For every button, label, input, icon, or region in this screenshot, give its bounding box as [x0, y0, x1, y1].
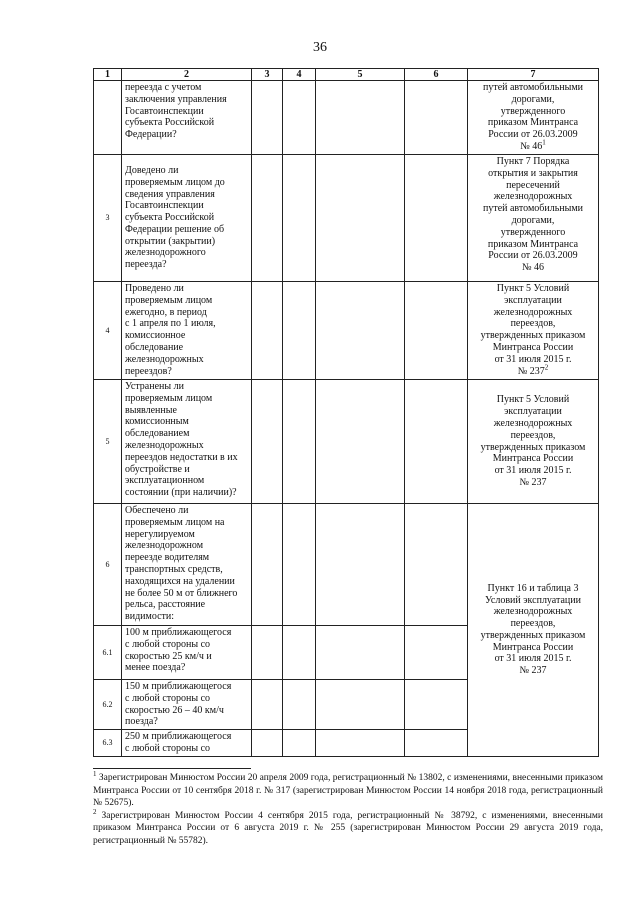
question-cell: Проведено ли проверяемым лицом ежегодно, в период с 1 апреля по 1 июля, комиссионное обследование железнодорожных переездов?	[122, 282, 252, 380]
table-row	[94, 504, 599, 626]
empty-cell	[316, 81, 405, 155]
question-cell: Устранены ли проверяемым лицом выявленные комиссионным обследованием железнодорожных переездов недостатки в их обустройстве и эксплуатационном состоянии (при наличии)?	[122, 380, 252, 504]
row-number: 5	[94, 380, 122, 504]
question-cell: 100 м приближающегося с любой стороны со скоростью 25 км/ч и менее поезда?	[122, 626, 252, 680]
empty-cell	[316, 626, 405, 680]
question-cell: переезда с учетом заключения управления Госавтоинспекции субъекта Российской Федерации?	[122, 81, 252, 155]
empty-cell	[405, 680, 468, 730]
row-number	[94, 81, 122, 155]
footnote-text: Зарегистрирован Минюстом России 20 апреля 2009 года, регистрационный № 13802, с изменениями, внесенными приказом Минтранса России от 10 сентября 2018 г. № 317 (зарегистрирован Минюстом России 14 ноября 2018 года, регистрационный № 52675).	[93, 773, 603, 809]
empty-cell	[283, 680, 316, 730]
empty-cell	[283, 380, 316, 504]
row-number: 6	[94, 504, 122, 626]
empty-cell	[252, 380, 283, 504]
column-header: 4	[283, 69, 316, 81]
empty-cell	[283, 155, 316, 282]
column-header: 6	[405, 69, 468, 81]
footnote-ref: 1	[542, 138, 546, 147]
row-number: 4	[94, 282, 122, 380]
empty-cell	[405, 81, 468, 155]
reference-text: Пункт 5 Условий эксплуатации железнодорожных переездов, утвержденных приказом Минтранса России от 31 июля 2015 г. № 237	[480, 394, 586, 488]
reference-cell-merged: Пункт 16 и таблица 3 Условий эксплуатации железнодорожных переездов, утвержденных приказом Минтранса России от 31 июля 2015 г. № 237	[468, 504, 599, 757]
footnote-text: Зарегистрирован Минюстом России 4 сентября 2015 года, регистрационный № 38792, с изменениями, внесенными приказом Минтранса России от 6 августа 2019 г. № 255 (зарегистрирован Минюстом России 29 августа 2019 года, регистрационный № 55782).	[93, 810, 603, 846]
empty-cell	[316, 680, 405, 730]
column-header: 3	[252, 69, 283, 81]
footnotes	[93, 769, 603, 848]
row-number: 6.1	[94, 626, 122, 680]
table-row	[94, 155, 599, 282]
row-number: 3	[94, 155, 122, 282]
empty-cell	[283, 730, 316, 757]
reference-cell	[468, 81, 599, 155]
page-number: 36	[313, 40, 327, 55]
header-row	[94, 69, 599, 81]
column-header: 7	[468, 69, 599, 81]
empty-cell	[316, 155, 405, 282]
reference-text: путей автомобильными дорогами, утвержденного приказом Минтранса России от 26.03.2009 № 46	[482, 82, 584, 152]
column-header: 5	[316, 69, 405, 81]
footnote-mark: 1	[93, 769, 97, 778]
reference-cell	[468, 282, 599, 380]
empty-cell	[316, 380, 405, 504]
question-cell: 250 м приближающегося с любой стороны со	[122, 730, 252, 757]
empty-cell	[252, 680, 283, 730]
question-cell: Обеспечено ли проверяемым лицом на нерегулируемом железнодорожном переезде водителям транспортных средств, находящихся на удалении не более 50 м от ближнего рельса, расстояние видимости:	[122, 504, 252, 626]
question-cell: Доведено ли проверяемым лицом до сведения управления Госавтоинспекции субъекта Российской Федерации решение об открытии (закрытии) железнодорожного переезда?	[122, 155, 252, 282]
empty-cell	[316, 282, 405, 380]
empty-cell	[316, 504, 405, 626]
empty-cell	[405, 282, 468, 380]
column-header: 1	[94, 69, 122, 81]
table-row	[94, 81, 599, 155]
empty-cell	[316, 730, 405, 757]
empty-cell	[252, 504, 283, 626]
empty-cell	[283, 81, 316, 155]
empty-cell	[405, 730, 468, 757]
empty-cell	[252, 81, 283, 155]
table-row	[94, 380, 599, 504]
footnote-divider	[93, 768, 251, 769]
empty-cell	[252, 730, 283, 757]
reference-cell	[468, 380, 599, 504]
footnote-mark: 2	[93, 807, 97, 816]
empty-cell	[283, 504, 316, 626]
empty-cell	[405, 155, 468, 282]
reference-text: Пункт 7 Порядка открытия и закрытия пересечений железнодорожных путей автомобильными дорогами, утвержденного приказом Минтранса России от 26.03.2009 № 46	[482, 156, 584, 274]
empty-cell	[283, 282, 316, 380]
reference-text: Пункт 5 Условий эксплуатации железнодорожных переездов, утвержденных приказом Минтранса России от 31 июля 2015 г. № 237	[480, 283, 586, 377]
empty-cell	[405, 380, 468, 504]
row-number: 6.2	[94, 680, 122, 730]
empty-cell	[252, 155, 283, 282]
empty-cell	[405, 626, 468, 680]
empty-cell	[405, 504, 468, 626]
empty-cell	[252, 282, 283, 380]
empty-cell	[252, 626, 283, 680]
column-header: 2	[122, 69, 252, 81]
footnote-ref: 2	[544, 363, 549, 372]
reference-cell	[468, 155, 599, 282]
footnote	[93, 769, 603, 810]
footnote	[93, 807, 603, 848]
empty-cell	[283, 626, 316, 680]
table-row	[94, 282, 599, 380]
row-number: 6.3	[94, 730, 122, 757]
question-cell: 150 м приближающегося с любой стороны со скоростью 26 – 40 км/ч поезда?	[122, 680, 252, 730]
checklist-table	[93, 68, 599, 757]
